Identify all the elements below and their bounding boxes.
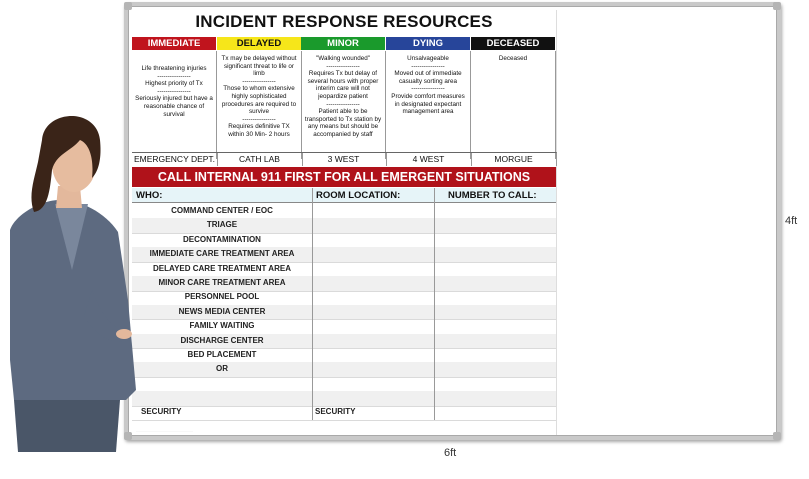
table-cell-who: DISCHARGE CENTER <box>180 335 264 345</box>
call-911-banner: CALL INTERNAL 911 FIRST FOR ALL EMERGENT SITUATIONS <box>132 167 556 187</box>
table-row <box>132 377 556 393</box>
presenter-body <box>10 116 136 452</box>
column-divider <box>434 188 435 420</box>
category-header-immediate: IMMEDIATE <box>132 37 216 50</box>
table-row <box>132 305 556 321</box>
fine-print: ························································· <box>136 429 193 433</box>
table-row <box>132 247 556 263</box>
col-header-room: ROOM LOCATION: <box>312 188 434 203</box>
table-row <box>132 362 556 378</box>
category-header-minor: MINOR <box>301 37 385 50</box>
col-header-number: NUMBER TO CALL: <box>434 188 556 203</box>
table-cell-who: NEWS MEDIA CENTER <box>178 306 266 316</box>
table-cell-who: TRIAGE <box>206 220 238 230</box>
width-label: 6ft <box>444 447 457 459</box>
frame-corner <box>773 2 781 10</box>
table-row <box>132 218 556 234</box>
height-label: 4ft <box>785 215 798 227</box>
category-description-immediate: Life threatening injuries ---------------- Highest priority of Tx ---------------- Seriously injured but have a reasonable chance of survival <box>132 51 217 159</box>
frame-corner <box>124 2 132 10</box>
column-divider <box>312 188 313 420</box>
table-row <box>132 290 556 306</box>
table-cell-who: IMMEDIATE CARE TREATMENT AREA <box>149 249 295 259</box>
table-cell-who: DELAYED CARE TREATMENT AREA <box>153 263 291 273</box>
frame-corner <box>773 432 781 440</box>
table-cell-who: COMMAND CENTER / EOC <box>171 206 273 215</box>
panel-title: INCIDENT RESPONSE RESOURCES <box>195 12 493 31</box>
table-row <box>132 348 556 364</box>
category-header-delayed: DELAYED <box>217 37 301 50</box>
table-cell-who: BED PLACEMENT <box>187 350 257 359</box>
table-cell-who: OR <box>216 364 228 374</box>
table-cell-who: DECONTAMINATION <box>183 234 261 244</box>
security-who: SECURITY <box>141 407 182 416</box>
resource-panel <box>132 10 557 435</box>
table-row <box>132 233 556 249</box>
presenter-figure <box>0 100 140 452</box>
table-row <box>132 262 556 278</box>
security-row <box>132 405 556 420</box>
table-row <box>132 319 556 335</box>
category-location-immediate: EMERGENCY DEPT. <box>132 152 218 166</box>
table-row <box>132 276 556 292</box>
category-header-deceased: DECEASED <box>471 37 555 50</box>
category-description-minor: "Walking wounded" ---------------- Requires Tx but delay of several hours with proper interim care will not jeopardize patient ---------------- Patient able to be transported to Tx station by any means but should be accompanied by staff <box>301 51 386 159</box>
table-row <box>132 204 556 220</box>
category-description-deceased: Deceased <box>471 51 556 159</box>
table-cell-who: MINOR CARE TREATMENT AREA <box>158 278 286 287</box>
category-location-delayed: CATH LAB <box>217 152 303 166</box>
category-location-deceased: MORGUE <box>471 152 557 166</box>
category-location-minor: 3 WEST <box>301 152 387 166</box>
category-description-delayed: Tx may be delayed without significant threat to life or limb ---------------- Those to whom extensive highly sophisticated procedures are required to survive ---------------- Requires definitive TX within 30 Min- 2 hours <box>217 51 302 159</box>
category-location-dying: 4 WEST <box>386 152 472 166</box>
category-description-dying: Unsalvageable ---------------- Moved out of immediate casualty sorting area ---------------- Provide comfort measures in designated expectant management area <box>386 51 471 159</box>
col-header-who: WHO: <box>132 188 312 203</box>
category-header-dying: DYING <box>386 37 470 50</box>
table-cell-who: PERSONNEL POOL <box>184 292 260 302</box>
table-cell-who: FAMILY WAITING <box>189 321 255 331</box>
table-row <box>132 334 556 350</box>
security-room: SECURITY <box>315 407 356 416</box>
